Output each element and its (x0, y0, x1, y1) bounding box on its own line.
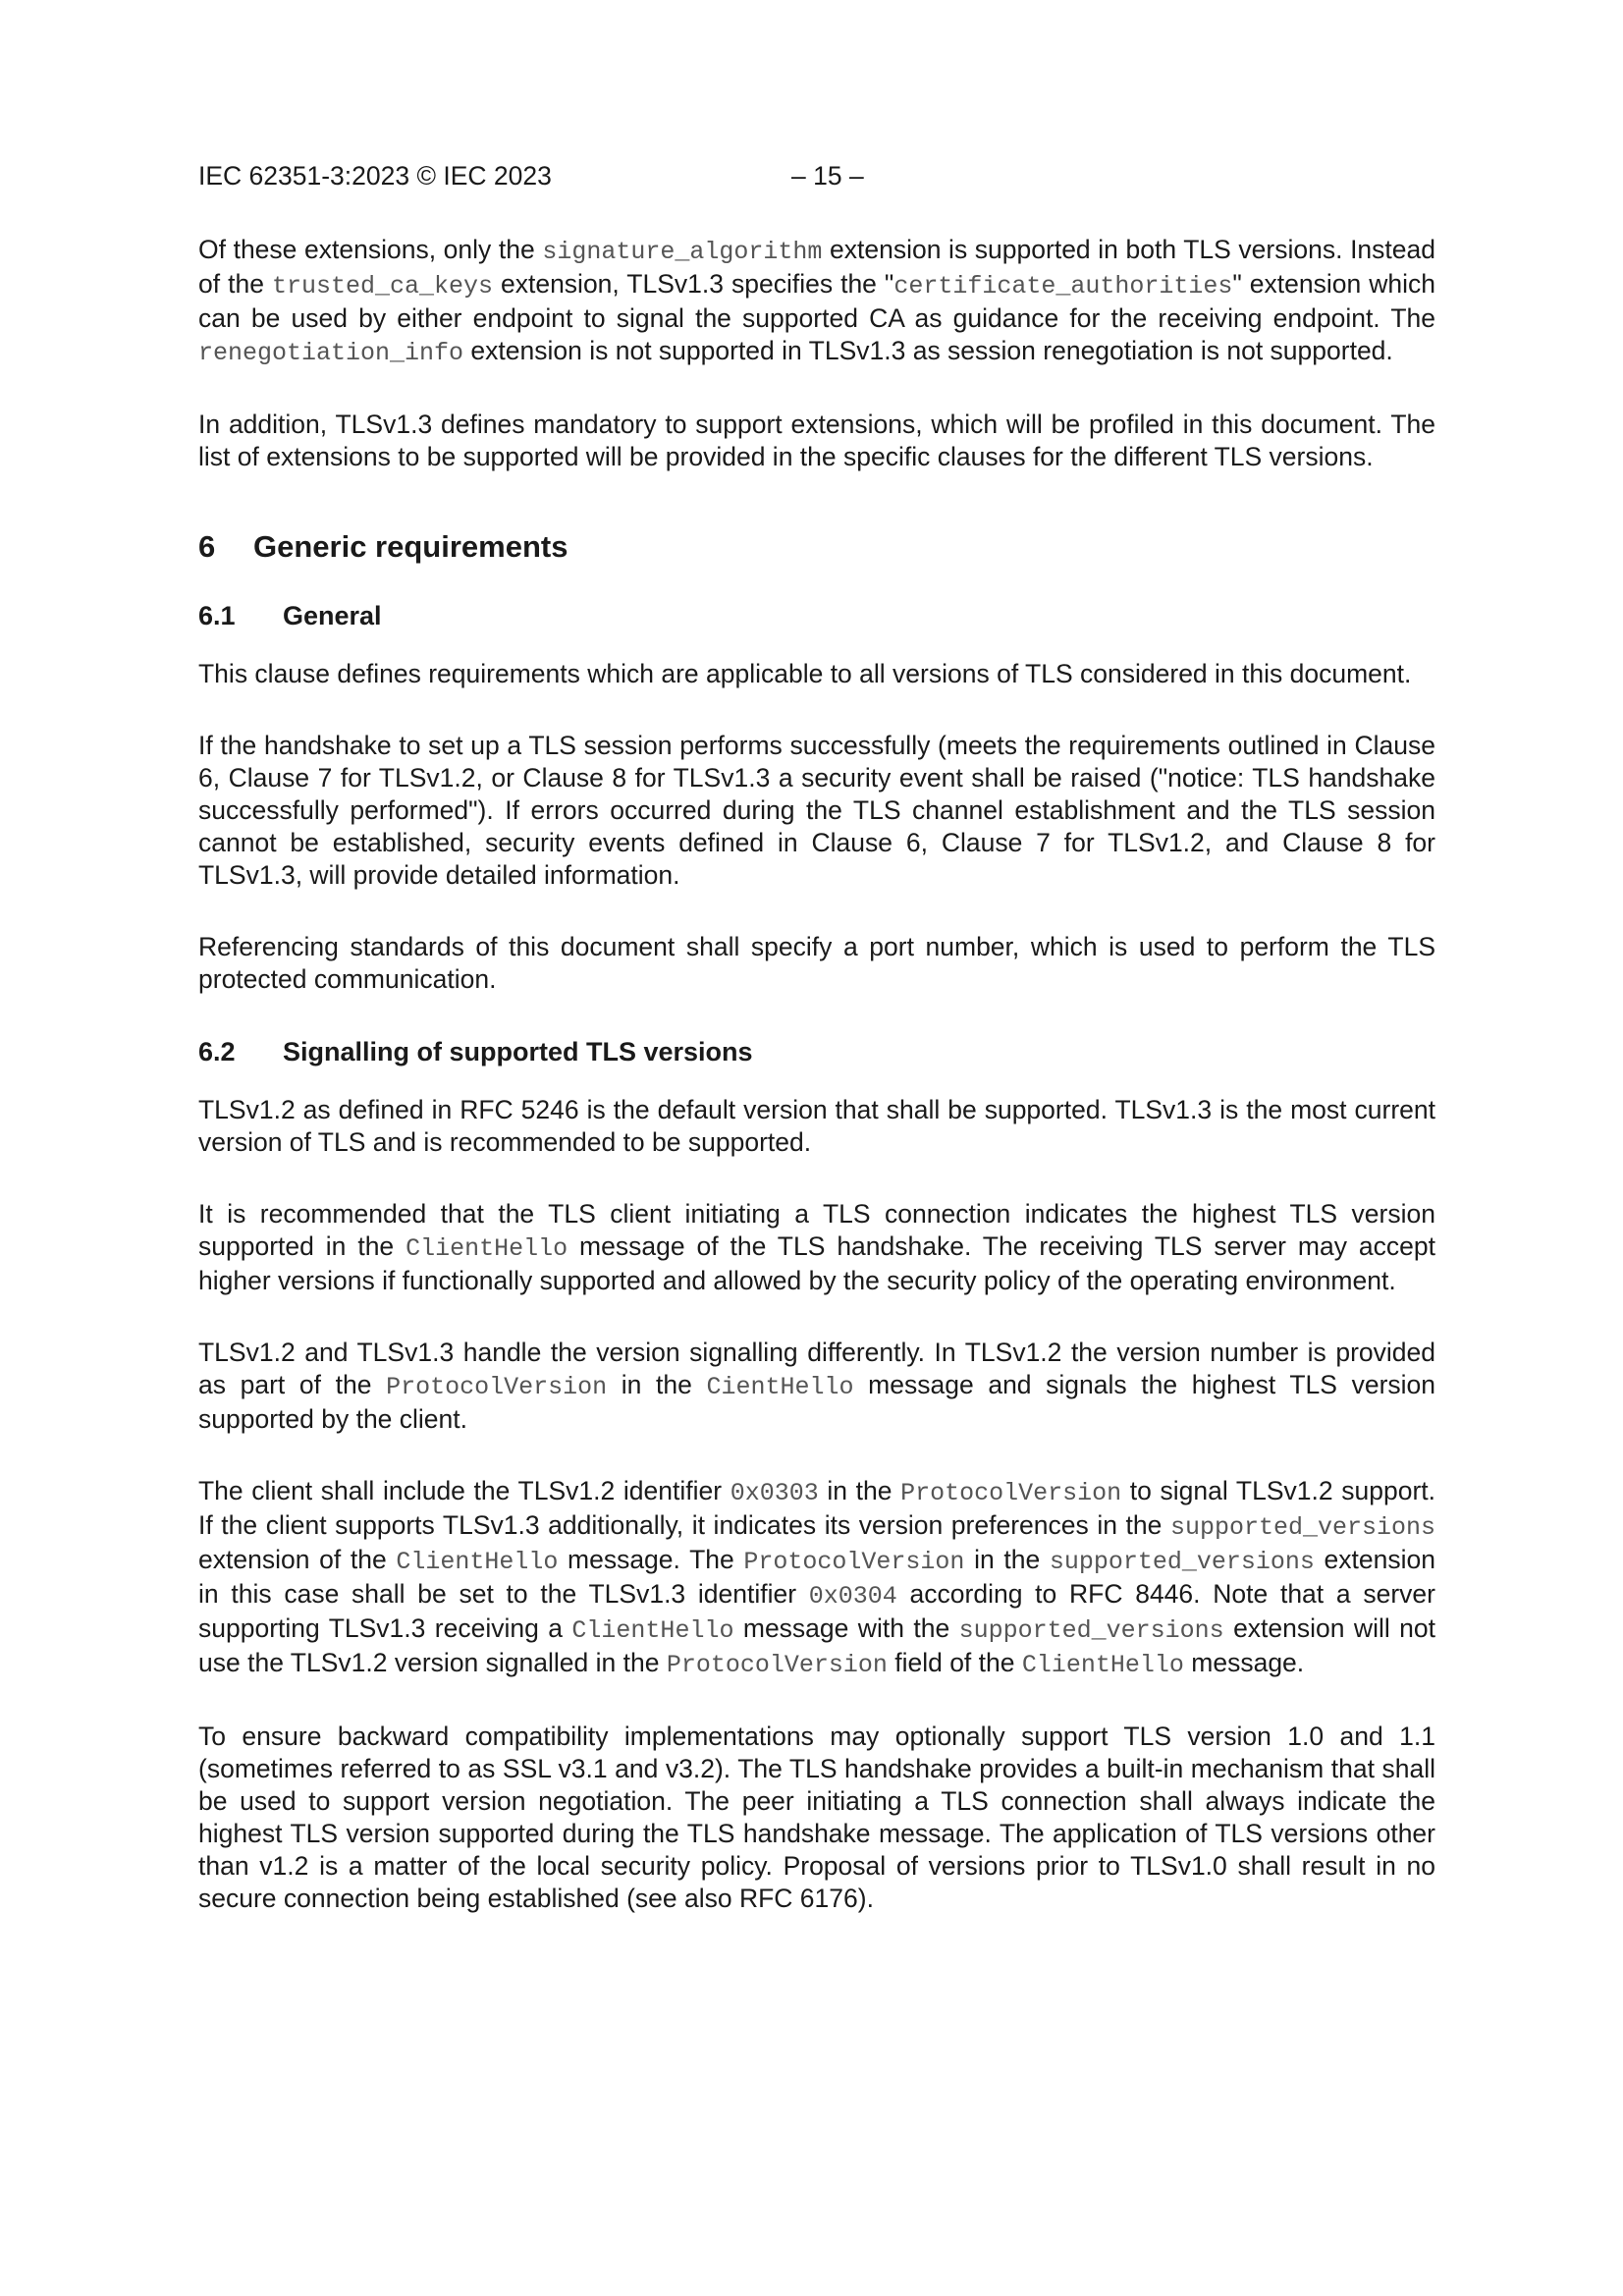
text-run: " extension which can be used by either endpoint to signal the supported CA as guidance for the receiving endpoint. The (198, 269, 1435, 333)
section-number: 6.1 (198, 601, 236, 630)
code-supported-versions: supported_versions (1049, 1548, 1315, 1576)
paragraph-extensions (198, 234, 1435, 369)
text-run: The client shall include the TLSv1.2 identifier (198, 1476, 730, 1505)
header-document-id: IEC 62351-3:2023 © IEC 2023 (198, 161, 552, 191)
code-supported-versions: supported_versions (958, 1616, 1224, 1645)
code-renegotiation-info: renegotiation_info (198, 339, 464, 367)
text-run: message. (1183, 1648, 1305, 1677)
code-supported-versions: supported_versions (1169, 1513, 1435, 1542)
text-run: extension is not supported in TLSv1.3 as session renegotiation is not supported. (463, 336, 1393, 365)
text-run: It is recommended that the TLS client initiating a TLS connection indicates the highest TLS version supported in the (198, 1199, 1435, 1261)
paragraph-version-signalling (198, 1337, 1435, 1436)
paragraph-client-identifier (198, 1475, 1435, 1681)
paragraph-backward-compatibility: To ensure backward compatibility implementations may optionally support TLS version 1.0 and 1.1 (sometimes referred to as SSL v3.1 and v3.2). The TLS handshake provides a built-in mechanism that shall be used to support version negotiation. The peer initiating a TLS connection shall always indicate the highest TLS version supported during the TLS handshake message. The application of TLS versions other than v1.2 is a matter of the local security policy. Proposal of versions prior to TLSv1.0 shall result in no secure connection being established (see also RFC 6176). (198, 1722, 1435, 1913)
paragraph-default-version: TLSv1.2 as defined in RFC 5246 is the default version that shall be supported. TLSv1.3 is the most current version of TLS and is recommended to be supported. (198, 1095, 1435, 1157)
paragraph-clause-defines: This clause defines requirements which are applicable to all versions of TLS considered in this document. (198, 659, 1412, 688)
text-run: message and signals the highest TLS version supported by the client. (198, 1370, 1436, 1434)
section-title: Generic requirements (253, 529, 568, 564)
text-run: field of the (887, 1648, 1022, 1677)
code-clienthello: ClientHello (1021, 1651, 1184, 1679)
paragraph-handshake-events: If the handshake to set up a TLS session performs successfully (meets the requirements outlined in Clause 6, Clause 7 for TLSv1.2, or Clause 8 for TLSv1.3 a security event shall be raised ("notice: TLS handshake successfully performed"). If errors occurred during the TLS channel establishment and the TLS session cannot be established, security events defined in Clause 6, Clause 7 for TLSv1.2, and Clause 8 for TLSv1.3, will provide detailed information. (198, 731, 1435, 890)
paragraph-port-number: Referencing standards of this document shall specify a port number, which is used to perform the TLS protected communication. (198, 932, 1435, 994)
header-page-number: – 15 – (791, 161, 864, 191)
code-cienthello: CientHello (706, 1373, 854, 1401)
code-protocolversion: ProtocolVersion (386, 1373, 608, 1401)
text-run: message of the TLS handshake. The receiving TLS server may accept higher versions if functionally supported and allowed by the security policy of the operating environment. (198, 1231, 1435, 1295)
code-certificate-authorities: certificate_authorities (893, 272, 1233, 301)
code-signature-algorithm: signature_algorithm (542, 238, 823, 266)
code-0x0304: 0x0304 (808, 1582, 897, 1611)
code-trusted-ca-keys: trusted_ca_keys (271, 272, 493, 301)
text-run: extension of the (198, 1545, 397, 1574)
text-run: TLSv1.2 and TLSv1.3 handle the version signalling differently. In TLSv1.2 the version number is provided as part of the (198, 1338, 1435, 1399)
section-heading-6 (198, 528, 1435, 566)
code-clienthello: ClientHello (571, 1616, 734, 1645)
code-0x0303: 0x0303 (730, 1479, 819, 1507)
section-title: Signalling of supported TLS versions (283, 1037, 753, 1066)
text-run: message with the (733, 1613, 959, 1643)
text-run: in the (607, 1370, 707, 1399)
code-clienthello: ClientHello (406, 1234, 568, 1263)
section-number: 6 (198, 529, 216, 564)
code-protocolversion: ProtocolVersion (900, 1479, 1122, 1507)
code-protocolversion: ProtocolVersion (666, 1651, 888, 1679)
text-run: extension, TLSv1.3 specifies the " (492, 269, 894, 299)
section-heading-6-1 (198, 599, 1435, 632)
text-run: according to RFC 8446. Note that a server supporting TLSv1.3 receiving a (198, 1579, 1435, 1643)
text-run: in the (964, 1545, 1050, 1574)
code-clienthello: ClientHello (396, 1548, 559, 1576)
text-run: to signal TLSv1.2 support. If the client supports TLSv1.3 additionally, it indicates its version preferences in the (198, 1476, 1435, 1540)
section-number: 6.2 (198, 1037, 236, 1066)
paragraph-client-initiating (198, 1198, 1435, 1297)
text-run: extension will not use the TLSv1.2 version signalled in the (198, 1613, 1435, 1677)
text-run: Of these extensions, only the (198, 235, 543, 264)
section-heading-6-2 (198, 1035, 1435, 1068)
section-title: General (283, 601, 382, 630)
text-run: in the (818, 1476, 901, 1505)
text-run: extension in this case shall be set to the TLSv1.3 identifier (198, 1545, 1435, 1609)
page-content (198, 234, 1435, 1915)
text-run: extension is supported in both TLS versions. Instead of the (198, 235, 1436, 299)
paragraph-mandatory-extensions: In addition, TLSv1.3 defines mandatory to support extensions, which will be profiled in this document. The list of extensions to be supported will be provided in the specific clauses for the different TLS versions. (198, 410, 1435, 471)
text-run: message. The (558, 1545, 744, 1574)
code-protocolversion: ProtocolVersion (743, 1548, 965, 1576)
